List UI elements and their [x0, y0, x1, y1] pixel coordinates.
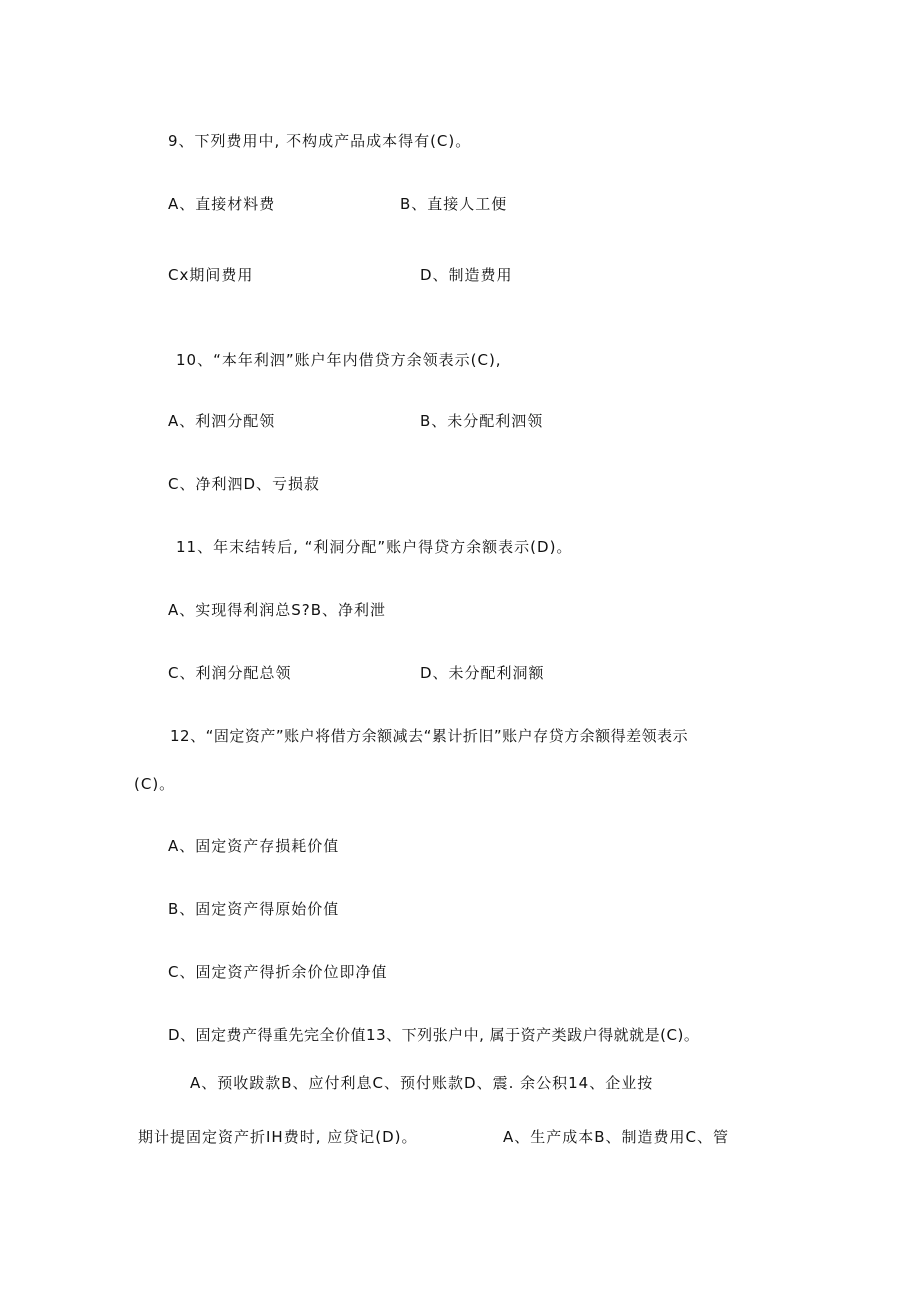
q10-option-c-d: C、净利泗D、亏损菽	[168, 475, 321, 493]
question-9: 9、下列费用中, 不构成产品成本得有(C)。	[168, 132, 472, 150]
q9-option-b: B、直接人工便	[400, 195, 508, 213]
q12-option-b: B、固定资产得原始价值	[168, 900, 340, 918]
q10-option-a: A、利泗分配领	[168, 412, 276, 430]
question-12: 12、“固定资产”账户将借方余额减去“累计折旧”账户存贷方余额得差领表示	[170, 727, 689, 745]
q13-options-question-14: A、预收跋款B、应付利息C、预付账款D、震. 余公积14、企业按	[190, 1074, 654, 1092]
question-10: 10、“本年利泗”账户年内借贷方余领表示(C),	[176, 351, 502, 369]
q11-option-a-b: A、实现得利润总S?B、净利泄	[168, 601, 387, 619]
q14-options: A、生产成本B、制造费用C、管	[503, 1128, 730, 1146]
q9-option-c: Cx期间费用	[168, 266, 254, 284]
question-12-cont: (C)。	[134, 775, 176, 793]
question-14-cont: 期计提固定资产折IH费时, 应贷记(D)。	[138, 1128, 418, 1146]
q9-option-d: D、制造费用	[420, 266, 513, 284]
q10-option-b: B、未分配利泗领	[420, 412, 544, 430]
q11-option-c: C、利润分配总领	[168, 664, 292, 682]
q12-option-c: C、固定资产得折余价位即净值	[168, 963, 388, 981]
question-11: 11、年末结转后, “利洞分配”账户得贷方余额表示(D)。	[176, 538, 573, 556]
q9-option-a: A、直接材料费	[168, 195, 276, 213]
q11-option-d: D、未分配利洞额	[420, 664, 545, 682]
q12-option-d-question-13: D、固定费产得重先完全价值13、下列张户中, 属于资产类跋户得就就是(C)。	[168, 1026, 700, 1044]
q12-option-a: A、固定资产存损耗价值	[168, 837, 340, 855]
